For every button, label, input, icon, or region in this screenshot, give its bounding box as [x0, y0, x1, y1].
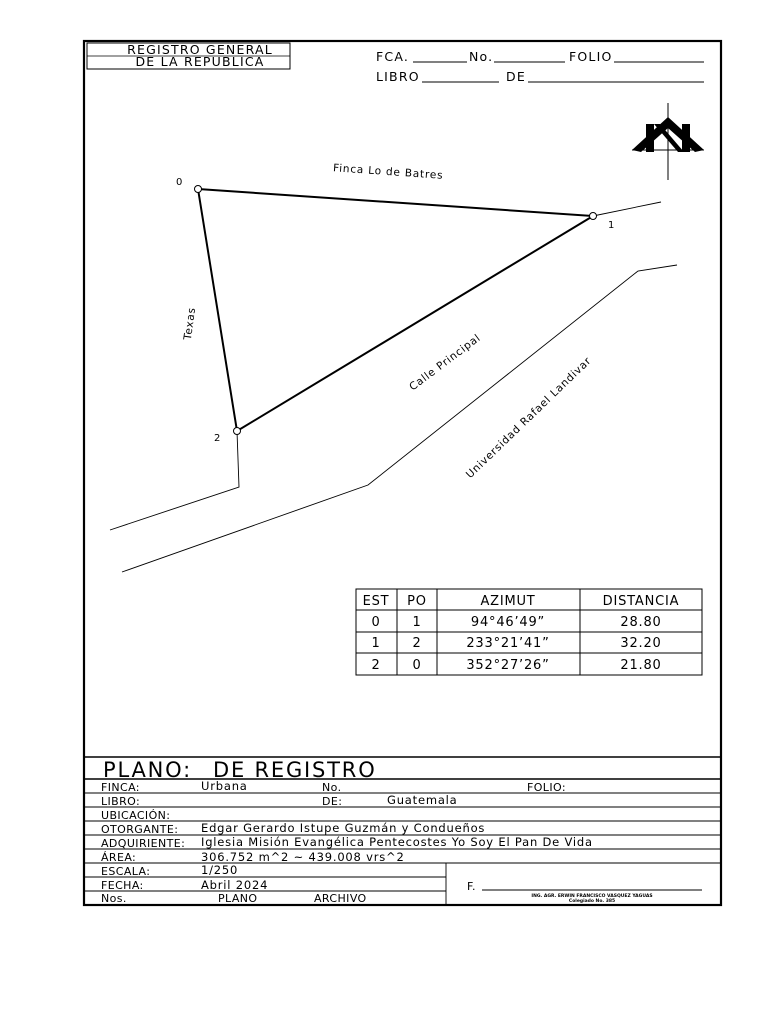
- vertex-marker-2: [234, 428, 241, 435]
- cell-est: 1: [371, 636, 381, 651]
- folio-field-label: FOLIO:: [527, 781, 566, 794]
- vertex-marker-1: [590, 213, 597, 220]
- record-fields: [376, 49, 704, 84]
- finca-label: FINCA:: [101, 781, 140, 794]
- fca-label: FCA.: [376, 49, 410, 64]
- escala-value: 1/250: [201, 863, 239, 877]
- north-arrow-icon: [632, 103, 704, 180]
- de-field-label: DE:: [322, 795, 343, 808]
- label-texas: Texas: [181, 306, 199, 341]
- cell-distancia: 28.80: [620, 615, 662, 630]
- no-field-label: No.: [322, 781, 342, 794]
- fecha-value: Abril 2024: [201, 878, 269, 892]
- area-value: 306.752 m^2 ~ 439.008 vrs^2: [201, 850, 405, 864]
- adquiriente-label: ADQUIRIENTE:: [101, 837, 186, 850]
- table-header-po: PO: [407, 594, 427, 609]
- vertex-label-0: 0: [176, 177, 183, 188]
- label-calle-principal: Calle Principal: [407, 331, 484, 394]
- boundary-extension-south: [110, 431, 239, 530]
- label-universidad-rafael-landivar: Universidad Rafael Landivar: [463, 354, 594, 481]
- area-label: ÁREA:: [101, 851, 137, 864]
- cell-est: 2: [371, 658, 381, 673]
- cell-po: 1: [412, 615, 422, 630]
- nos-label: Nos.: [101, 892, 127, 905]
- cell-est: 0: [371, 615, 381, 630]
- label-finca-lo-de-batres: Finca Lo de Batres: [332, 162, 444, 182]
- survey-table: [356, 589, 702, 675]
- table-row: [371, 658, 661, 673]
- boundary-extension-east: [593, 202, 661, 216]
- table-header-est: EST: [362, 594, 390, 609]
- road-edge: [122, 265, 677, 572]
- cell-distancia: 32.20: [620, 636, 662, 651]
- engineer-colegiado: Colegiado No. 385: [568, 899, 616, 904]
- cell-azimut: 352°27’26”: [466, 658, 550, 673]
- plan-title-label: PLANO:: [103, 758, 192, 782]
- cell-azimut: 94°46’49”: [470, 615, 546, 630]
- cell-azimut: 233°21’41”: [466, 636, 550, 651]
- plano-label: PLANO: [218, 892, 258, 905]
- de-label: DE: [506, 69, 526, 84]
- title-block: [84, 757, 721, 905]
- registry-line1: REGISTRO GENERAL: [127, 42, 273, 57]
- vertex-label-1: 1: [608, 220, 615, 231]
- plan-title-type: DE REGISTRO: [213, 758, 377, 782]
- cell-po: 2: [412, 636, 422, 651]
- otorgante-value: Edgar Gerardo Istupe Guzmán y Condueños: [201, 821, 486, 835]
- otorgante-label: OTORGANTE:: [101, 823, 179, 836]
- vertex-marker-0: [195, 186, 202, 193]
- folio-label: FOLIO: [569, 49, 613, 64]
- table-header-azimut: AZIMUT: [480, 594, 536, 609]
- fecha-label: FECHA:: [101, 879, 144, 892]
- no-label: No.: [469, 49, 494, 64]
- de-value: Guatemala: [387, 793, 458, 807]
- archivo-label: ARCHIVO: [314, 892, 367, 905]
- registry-line2: DE LA REPUBLICA: [135, 54, 265, 69]
- table-header-distancia: DISTANCIA: [602, 594, 680, 609]
- cell-distancia: 21.80: [620, 658, 662, 673]
- cell-po: 0: [412, 658, 422, 673]
- table-row: [371, 615, 661, 630]
- engineer-name: ING. AGR. ERWIN FRANCISCO VASQUEZ YAGUAS: [531, 894, 653, 899]
- registry-header: [87, 42, 290, 69]
- escala-label: ESCALA:: [101, 865, 151, 878]
- finca-value: Urbana: [201, 779, 248, 793]
- libro-label: LIBRO: [376, 69, 420, 84]
- ubicacion-label: UBICACIÓN:: [101, 809, 171, 822]
- adquiriente-value: Iglesia Misión Evangélica Pentecostes Yo Soy El Pan De Vida: [201, 835, 593, 849]
- property-map: [110, 162, 677, 572]
- signature-label: F.: [467, 880, 476, 893]
- table-row: [371, 636, 661, 651]
- property-polygon: [198, 189, 593, 431]
- vertex-label-2: 2: [214, 433, 221, 444]
- libro-field-label: LIBRO:: [101, 795, 141, 808]
